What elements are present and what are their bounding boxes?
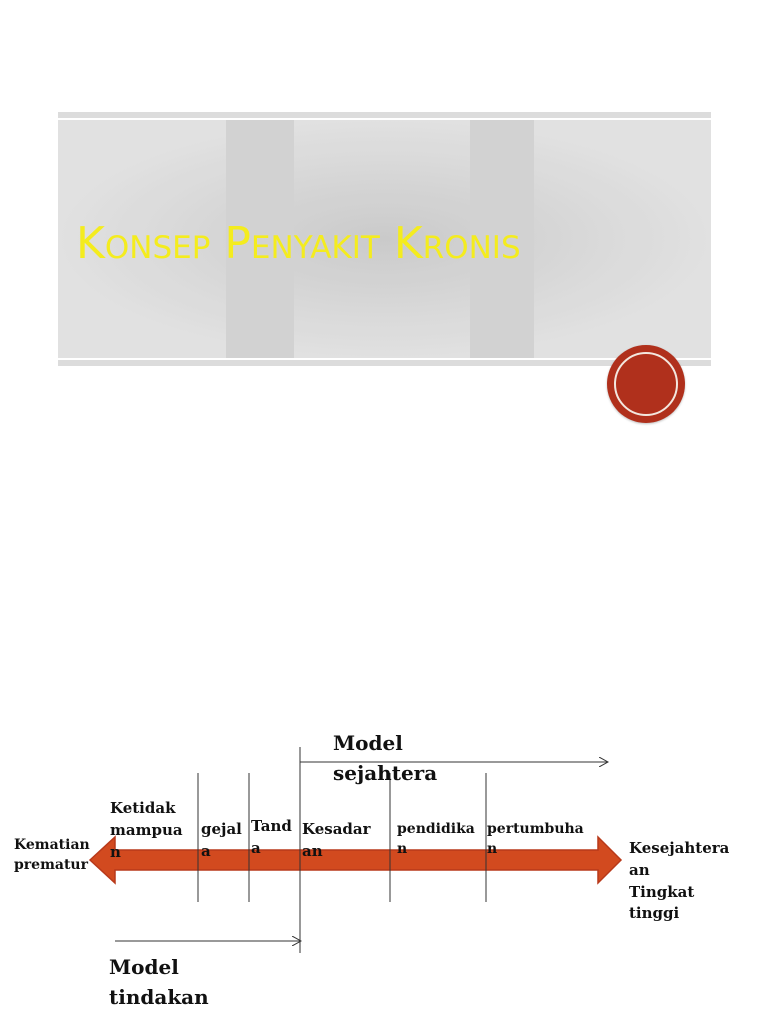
stage-label: Ketidak mampua n: [110, 799, 183, 861]
model-sejahtera-label: Model sejahtera: [333, 731, 438, 785]
stage-label: Kesadar an: [302, 820, 371, 860]
health-continuum-diagram: [0, 700, 768, 1024]
stage-label: gejal a: [201, 820, 242, 860]
left-end-label: Kematian prematur: [14, 837, 90, 874]
stage-label: Tand a: [251, 817, 292, 857]
right-end-label: Kesejahtera an Tingkat tinggi: [629, 839, 730, 923]
stage-label: pertumbuha n: [487, 821, 584, 858]
slide-title: Konsep Penyakit Kronis: [76, 218, 521, 269]
banner-bottom-rule: [58, 358, 711, 360]
model-tindakan-label: Model tindakan: [109, 955, 209, 1009]
stage-label: pendidika n: [397, 821, 475, 858]
decorative-circle: [607, 345, 685, 423]
